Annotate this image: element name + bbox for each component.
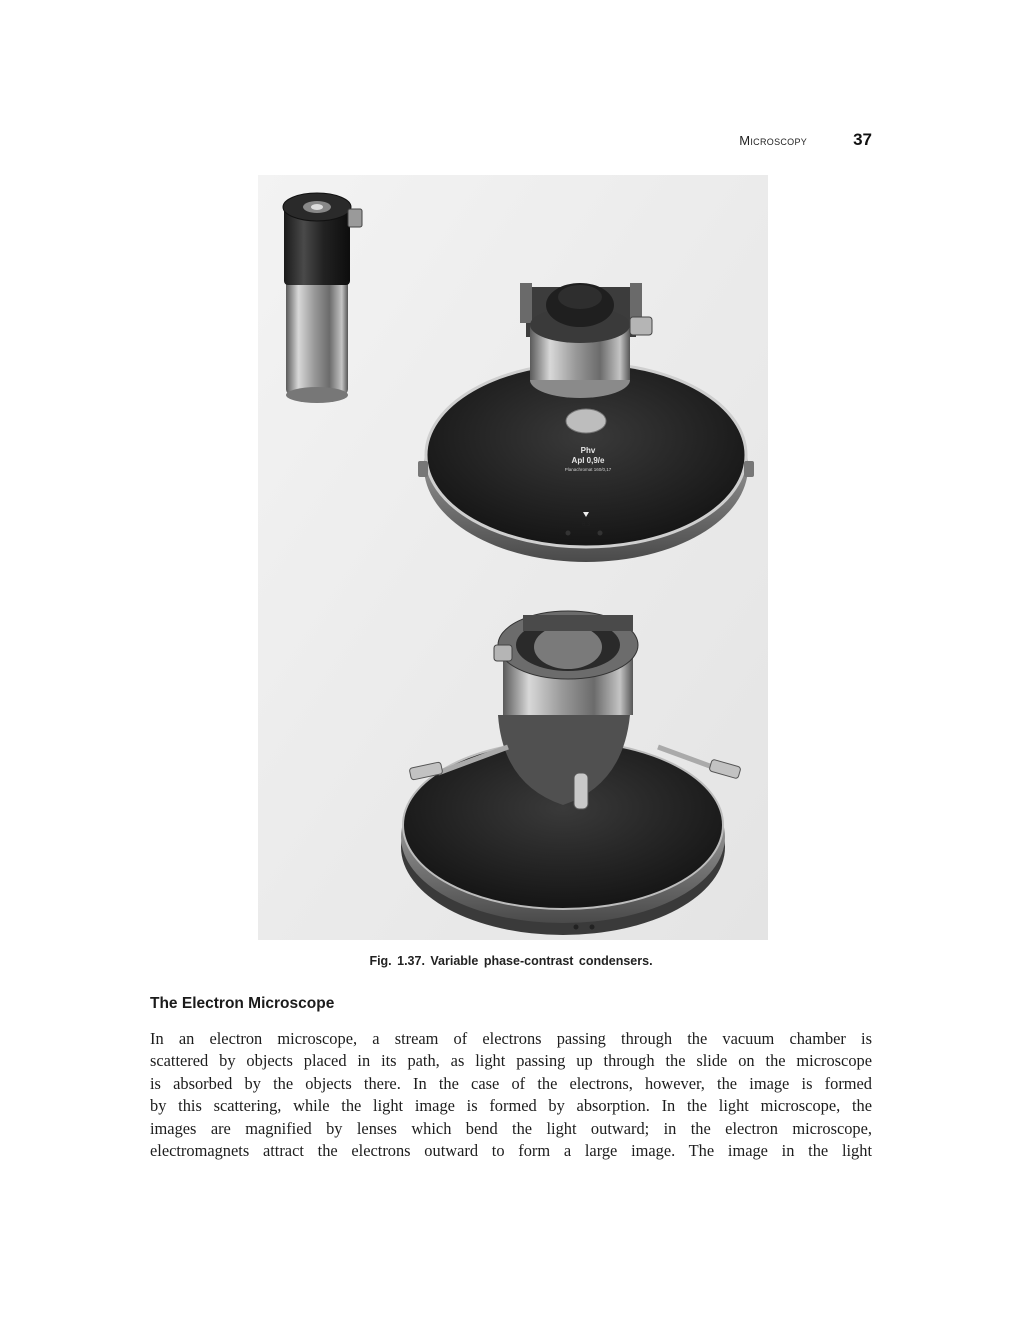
body-line: by this scattering, while the light image is formed by absorption. In the light microscope, the [150, 1096, 872, 1116]
figure-phase-contrast-condensers [258, 175, 768, 940]
section-heading: The Electron Microscope [150, 995, 335, 1012]
condenser-label-objective: Planachromat 160/0,17 [564, 467, 612, 472]
body-line: In an electron microscope, a stream of electrons passing through the vacuum chamber is [150, 1029, 872, 1048]
body-line: images are magnified by lenses which bend the light outward; in the electron microscope, [150, 1118, 872, 1138]
condenser-label-phv: Phv [580, 446, 596, 455]
body-line: is absorbed by the objects there. In the case of the electrons, however, the image is formed [150, 1073, 872, 1093]
body-paragraph [150, 1028, 872, 1162]
running-title: Microscopy [739, 133, 808, 148]
body-line: scattered by objects placed in its path, as light passing up through the slide on the microscope [150, 1051, 872, 1071]
body-line: electromagnets attract the electrons outward to form a large image. The image in the light [150, 1141, 872, 1161]
condenser-label-aperture: Apl 0,9/e [571, 456, 605, 465]
condenser-photograph [258, 175, 768, 940]
figure-caption: Fig. 1.37. Variable phase-contrast condensers. [369, 954, 653, 968]
page-number: 37 [853, 130, 872, 149]
running-head [620, 130, 872, 150]
index-mark-label: 6,3 [581, 522, 591, 528]
